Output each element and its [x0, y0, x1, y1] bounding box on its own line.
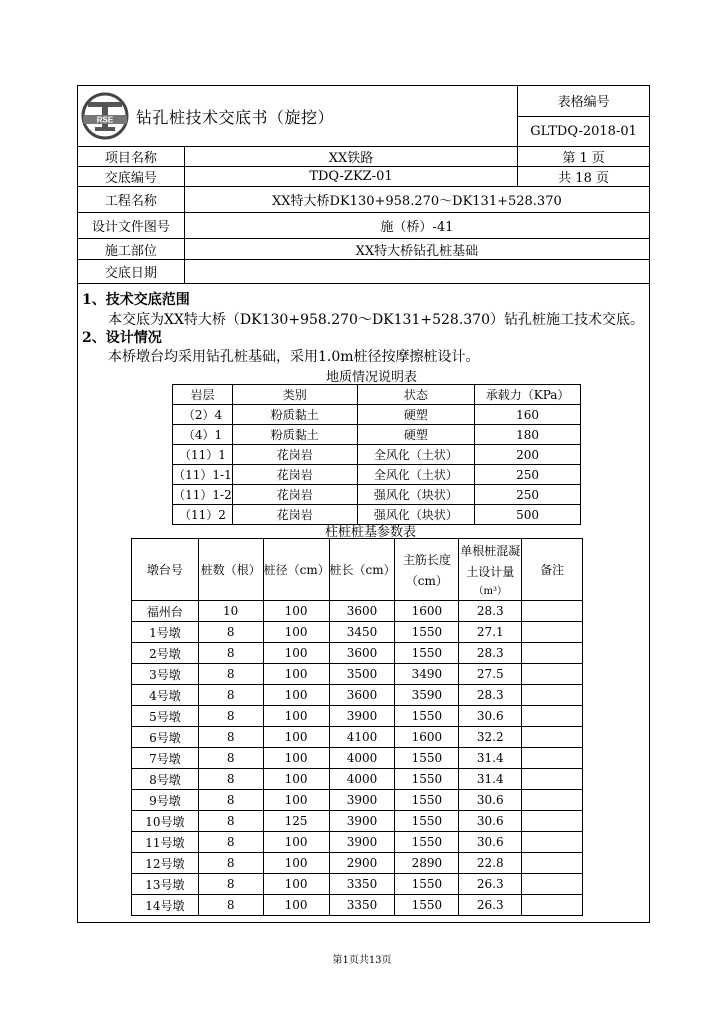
pile-cell: 100 — [263, 748, 329, 769]
pile-cell: 1550 — [395, 748, 459, 769]
geology-cell: 粉质黏土 — [232, 405, 357, 425]
count-header: 桩数（根） — [198, 539, 263, 601]
rebar-header-line1: 主筋长度 — [402, 552, 451, 567]
geology-row — [173, 425, 581, 445]
pile-cell: 8号墩 — [132, 769, 199, 790]
pile-cell: 100 — [263, 874, 329, 895]
pile-row — [132, 685, 583, 706]
pile-cell: 8 — [198, 895, 263, 916]
pile-cell: 100 — [263, 790, 329, 811]
pile-cell: 100 — [263, 643, 329, 664]
pile-cell: 1600 — [395, 601, 459, 622]
pile-row — [132, 874, 583, 895]
geology-cell: 500 — [475, 505, 581, 525]
pile-cell: 8 — [198, 643, 263, 664]
pile-cell: 31.4 — [459, 769, 522, 790]
section1-heading: 1、技术交底范围 — [82, 292, 190, 308]
remark-header: 备注 — [522, 539, 583, 601]
pile-cell: 30.6 — [459, 811, 522, 832]
geology-cell: 200 — [475, 445, 581, 465]
pile-cell: 100 — [263, 622, 329, 643]
geology-cell: （2）4 — [173, 405, 233, 425]
geology-row — [173, 485, 581, 505]
pile-cell: 8 — [198, 874, 263, 895]
pile-cell: 3900 — [329, 790, 395, 811]
pile-cell: 8 — [198, 811, 263, 832]
geology-cell: 花岗岩 — [232, 485, 357, 505]
pile-cell: 28.3 — [459, 601, 522, 622]
pile-row — [132, 769, 583, 790]
engineering-name: XX特大桥DK130+958.270～DK131+528.370 — [184, 187, 649, 213]
pile-cell: 4100 — [329, 727, 395, 748]
pile-cell — [522, 769, 583, 790]
pile-cell — [522, 853, 583, 874]
pile-cell: 3600 — [329, 685, 395, 706]
geology-cell: 全风化（土状） — [357, 445, 475, 465]
pile-row — [132, 664, 583, 685]
page-total: 共 18 页 — [518, 167, 650, 187]
form-number-label: 表格编号 — [518, 86, 650, 117]
pile-cell: 1550 — [395, 895, 459, 916]
pile-cell: 2号墩 — [132, 643, 199, 664]
geology-cell: 全风化（土状） — [357, 465, 475, 485]
section1-text: 本交底为XX特大桥（DK130+958.270～DK131+528.370）钻孔桩施工技术交底。 — [108, 312, 644, 328]
pile-row — [132, 811, 583, 832]
pile-cell: 8 — [198, 769, 263, 790]
pile-cell: 8 — [198, 685, 263, 706]
pile-cell: 3500 — [329, 664, 395, 685]
geology-cell: 粉质黏土 — [232, 425, 357, 445]
geology-cell: 强风化（块状） — [357, 485, 475, 505]
design-doc-label: 设计文件图号 — [78, 213, 185, 239]
design-doc: 施（桥）-41 — [184, 213, 649, 239]
pile-cell: 8 — [198, 706, 263, 727]
document-title: 钻孔桩技术交底书（旋挖） — [136, 107, 335, 127]
geology-table-caption: 地质情况说明表 — [326, 370, 418, 385]
pile-cell — [522, 895, 583, 916]
pile-cell — [522, 643, 583, 664]
pile-cell — [522, 832, 583, 853]
geology-cell: （11）1-1 — [173, 465, 233, 485]
pile-cell: 1550 — [395, 811, 459, 832]
pile-cell: 100 — [263, 601, 329, 622]
geology-header-cell: 承载力（KPa） — [475, 385, 581, 405]
geology-table — [172, 384, 581, 525]
pile-cell: 12号墩 — [132, 853, 199, 874]
pile-cell: 100 — [263, 895, 329, 916]
pile-parameter-table — [131, 538, 583, 916]
pile-cell: 32.2 — [459, 727, 522, 748]
page-footer: 第1页共13页 — [332, 955, 392, 966]
pile-cell: 26.3 — [459, 895, 522, 916]
pile-cell: 27.5 — [459, 664, 522, 685]
project-name: XX铁路 — [184, 147, 517, 167]
geology-cell: 180 — [475, 425, 581, 445]
engineering-name-label: 工程名称 — [78, 187, 185, 213]
geology-row — [173, 405, 581, 425]
pile-cell: 27.1 — [459, 622, 522, 643]
pile-cell: 1550 — [395, 622, 459, 643]
section2-heading: 2、设计情况 — [82, 330, 162, 346]
pile-cell — [522, 874, 583, 895]
rebar-header-line2: （cm） — [405, 573, 448, 588]
pile-cell: 3900 — [329, 811, 395, 832]
pile-cell: 1550 — [395, 706, 459, 727]
pile-row — [132, 706, 583, 727]
geology-cell: （4）1 — [173, 425, 233, 445]
pile-cell: 11号墩 — [132, 832, 199, 853]
pile-cell: 8 — [198, 622, 263, 643]
geology-cell: 硬塑 — [357, 405, 475, 425]
disclosure-no-label: 交底编号 — [78, 167, 185, 187]
construction-part-label: 施工部位 — [78, 239, 185, 260]
pile-table-caption: 柱桩桩基参数表 — [325, 525, 417, 540]
diameter-header: 桩径（cm） — [263, 539, 329, 601]
pile-cell — [522, 601, 583, 622]
pile-cell: 3590 — [395, 685, 459, 706]
pile-cell: 3900 — [329, 706, 395, 727]
pile-cell: 100 — [263, 685, 329, 706]
pile-cell: 8 — [198, 748, 263, 769]
pile-cell — [522, 622, 583, 643]
pier-header: 墩台号 — [132, 539, 199, 601]
pile-row — [132, 853, 583, 874]
pile-cell: 10 — [198, 601, 263, 622]
pile-cell: 7号墩 — [132, 748, 199, 769]
pile-cell: 30.6 — [459, 706, 522, 727]
pile-row — [132, 748, 583, 769]
pile-cell: 1550 — [395, 643, 459, 664]
pile-cell: 3900 — [329, 832, 395, 853]
pile-cell — [522, 811, 583, 832]
geology-cell: 250 — [475, 465, 581, 485]
pile-cell: 3350 — [329, 874, 395, 895]
pile-row — [132, 601, 583, 622]
pile-cell: 31.4 — [459, 748, 522, 769]
pile-cell: 1550 — [395, 874, 459, 895]
pile-cell: 3600 — [329, 601, 395, 622]
pile-cell: 100 — [263, 832, 329, 853]
pile-cell: 1600 — [395, 727, 459, 748]
geology-cell: 花岗岩 — [232, 505, 357, 525]
geology-header-cell: 类别 — [232, 385, 357, 405]
geology-row — [173, 465, 581, 485]
pile-cell: 100 — [263, 853, 329, 874]
pile-cell: 福州台 — [132, 601, 199, 622]
geology-cell: （11）2 — [173, 505, 233, 525]
pile-cell: 100 — [263, 664, 329, 685]
pile-cell: 1号墩 — [132, 622, 199, 643]
pile-cell: 30.6 — [459, 790, 522, 811]
pile-cell: 14号墩 — [132, 895, 199, 916]
pile-cell: 1550 — [395, 769, 459, 790]
geology-row — [173, 445, 581, 465]
disclosure-no: TDQ-ZKZ-01 — [184, 167, 517, 187]
pile-table-header-row — [132, 539, 583, 601]
disclosure-date-label: 交底日期 — [78, 260, 185, 284]
pile-cell: 125 — [263, 811, 329, 832]
pile-cell: 4000 — [329, 769, 395, 790]
svg-text:RSE: RSE — [96, 115, 114, 125]
geology-header-cell: 岩层 — [173, 385, 233, 405]
pile-row — [132, 643, 583, 664]
form-number: GLTDQ-2018-01 — [518, 116, 650, 147]
pile-cell: 3450 — [329, 622, 395, 643]
pile-cell: 3号墩 — [132, 664, 199, 685]
pile-cell: 4号墩 — [132, 685, 199, 706]
pile-cell: 1550 — [395, 790, 459, 811]
pile-cell: 8 — [198, 853, 263, 874]
pile-cell: 28.3 — [459, 685, 522, 706]
pile-cell: 3490 — [395, 664, 459, 685]
pile-cell: 2890 — [395, 853, 459, 874]
pile-cell — [522, 685, 583, 706]
geology-cell: 强风化（块状） — [357, 505, 475, 525]
pile-cell — [522, 664, 583, 685]
header-table — [77, 85, 650, 284]
pile-cell — [522, 727, 583, 748]
geology-cell: 250 — [475, 485, 581, 505]
geology-cell: （11）1 — [173, 445, 233, 465]
pile-cell: 22.8 — [459, 853, 522, 874]
pile-cell: 4000 — [329, 748, 395, 769]
logo-title-cell — [78, 86, 518, 147]
pile-cell: 3350 — [329, 895, 395, 916]
geology-cell: 花岗岩 — [232, 465, 357, 485]
geology-cell: （11）1-2 — [173, 485, 233, 505]
concrete-header-line3: （m³） — [473, 586, 507, 597]
pile-cell: 6号墩 — [132, 727, 199, 748]
geology-header-cell: 状态 — [357, 385, 475, 405]
pile-cell: 30.6 — [459, 832, 522, 853]
pile-cell: 5号墩 — [132, 706, 199, 727]
pile-cell: 3600 — [329, 643, 395, 664]
pile-cell: 8 — [198, 832, 263, 853]
pile-cell: 9号墩 — [132, 790, 199, 811]
pile-cell: 13号墩 — [132, 874, 199, 895]
geology-cell: 160 — [475, 405, 581, 425]
pile-cell: 1550 — [395, 832, 459, 853]
pile-cell: 8 — [198, 790, 263, 811]
geology-header-row — [173, 385, 581, 405]
pile-row — [132, 895, 583, 916]
concrete-volume-header — [459, 539, 522, 601]
geology-cell: 花岗岩 — [232, 445, 357, 465]
pile-cell: 26.3 — [459, 874, 522, 895]
geology-cell: 硬塑 — [357, 425, 475, 445]
pile-cell: 8 — [198, 664, 263, 685]
concrete-header-line2: 土设计量 — [466, 565, 515, 579]
pile-cell: 100 — [263, 769, 329, 790]
project-name-label: 项目名称 — [78, 147, 185, 167]
rebar-length-header — [395, 539, 459, 601]
pile-cell: 10号墩 — [132, 811, 199, 832]
pile-cell — [522, 748, 583, 769]
pile-cell — [522, 790, 583, 811]
pile-row — [132, 727, 583, 748]
company-logo-icon — [80, 91, 130, 141]
pile-cell: 8 — [198, 727, 263, 748]
pile-cell: 28.3 — [459, 643, 522, 664]
pile-row — [132, 832, 583, 853]
pile-cell — [522, 706, 583, 727]
pile-cell: 100 — [263, 706, 329, 727]
pile-row — [132, 622, 583, 643]
disclosure-date — [184, 260, 649, 284]
concrete-header-line1: 单根桩混凝 — [460, 544, 521, 558]
pile-cell: 100 — [263, 727, 329, 748]
section2-text: 本桥墩台均采用钻孔桩基础，采用1.0m桩径按摩擦桩设计。 — [108, 349, 480, 365]
pile-cell: 2900 — [329, 853, 395, 874]
construction-part: XX特大桥钻孔桩基础 — [184, 239, 649, 260]
page-current: 第 1 页 — [518, 147, 650, 167]
length-header: 桩长（cm） — [329, 539, 395, 601]
pile-row — [132, 790, 583, 811]
